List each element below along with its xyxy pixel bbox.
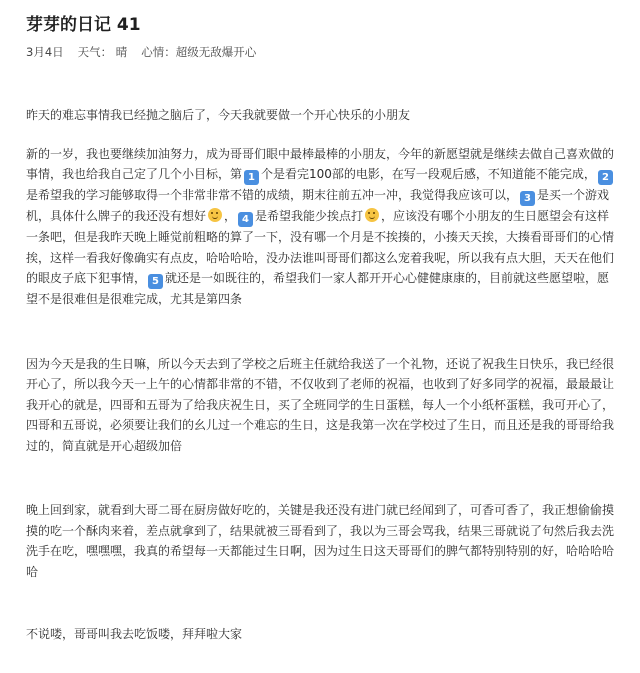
birthday-school-paragraph: 因为今天是我的生日嘛，所以今天去到了学校之后班主任就给我送了一个礼物，还说了祝我生日快乐，我已经很开心了，所以我今天一上午的心情都非常的不错，不仅收到了老师的祝福，也收到了好多同学的祝福，最最最让我开心的就是，四哥和五哥为了给我庆祝生日，买了全班同学的生日蛋糕，每人一个小纸杯蛋糕，我可开心了，四哥和五哥说，必须要让我们的幺儿过一个难忘的生日，这是我第一次在学校过了生日，而且还是我的哥哥给我过的，简直就是开心超级加倍 xyxy=(26,356,615,453)
keycap-four-icon: 4 xyxy=(238,212,253,227)
keycap-three-icon: 3 xyxy=(520,191,535,206)
wishes-text-1: 新的一岁，我也要继续加油努力，成为哥哥们眼中最棒最棒的小朋友，今年的新愿望就是继续去做自己喜欢做的事情，我也给我自己定了几个小目标，第 xyxy=(26,146,615,181)
diary-date: 3月4日 xyxy=(26,45,64,59)
wishes-text-6: 是希望我能少挨点打 xyxy=(255,209,364,223)
diary-meta xyxy=(26,44,616,60)
closing-paragraph: 不说喽，哥哥叫我去吃饭喽，拜拜啦大家 xyxy=(26,627,243,641)
diary-title: 芽芽的日记 41 xyxy=(26,15,141,35)
intro-paragraph: 昨天的难忘事情我已经抛之脑后了，今天我就要做一个开心快乐的小朋友 xyxy=(26,108,411,122)
diary-mood: 心情：超级无敌爆开心 xyxy=(141,45,257,59)
keycap-one-icon: 1 xyxy=(244,170,259,185)
keycap-two-icon: 2 xyxy=(598,170,613,185)
wishes-paragraph xyxy=(26,144,616,310)
thinking-face-icon xyxy=(208,208,222,222)
diary-weather: 天气： 晴 xyxy=(77,45,128,59)
wishes-text-2: 个是看完100部的电影，在写一段观后感，不知道能不能完成， xyxy=(261,167,596,181)
wishes-text-5: ， xyxy=(224,209,237,223)
wishes-text-4: 是买一个游戏机，具体什么牌子的我还没有想好 xyxy=(26,188,610,223)
keycap-five-icon: 5 xyxy=(148,274,163,289)
wishes-text-7: ，应该没有哪个小朋友的生日愿望会有这样一条吧，但是我昨天晚上睡觉前粗略的算了一下，没有哪一个月是不挨揍的，小揍天天挨，大揍看哥哥们的心情挨，这样一看我好像确实有点皮，哈哈哈哈，没办法谁叫哥哥们都这么宠着我呢，所以我有点大胆，天天在他们的眼皮子底下犯事情， xyxy=(26,209,615,285)
grinning-sweat-icon xyxy=(365,208,379,222)
evening-home-paragraph: 晚上回到家，就看到大哥二哥在厨房做好吃的，关键是我还没有进门就已经闻到了，可香可香了，我正想偷偷摸摸的吃一个酥肉来着，差点就拿到了，结果就被三哥看到了，我以为三哥会骂我，结果三哥就说了句然后我去洗洗手在吃，嘿嘿嘿，我真的希望每一天都能过生日啊，因为过生日这天哥哥们的脾气都特别特别的好，哈哈哈哈哈 xyxy=(26,503,615,579)
wishes-text-3: 是希望我的学习能够取得一个非常非常不错的成绩，期末往前五冲一冲，我觉得我应该可以， xyxy=(26,188,519,202)
wishes-text-8: 就还是一如既往的，希望我们一家人都开开心心健健康康的，目前就这些愿望啦，愿望不是很难但是很难完成，尤其是第四条 xyxy=(26,271,610,306)
